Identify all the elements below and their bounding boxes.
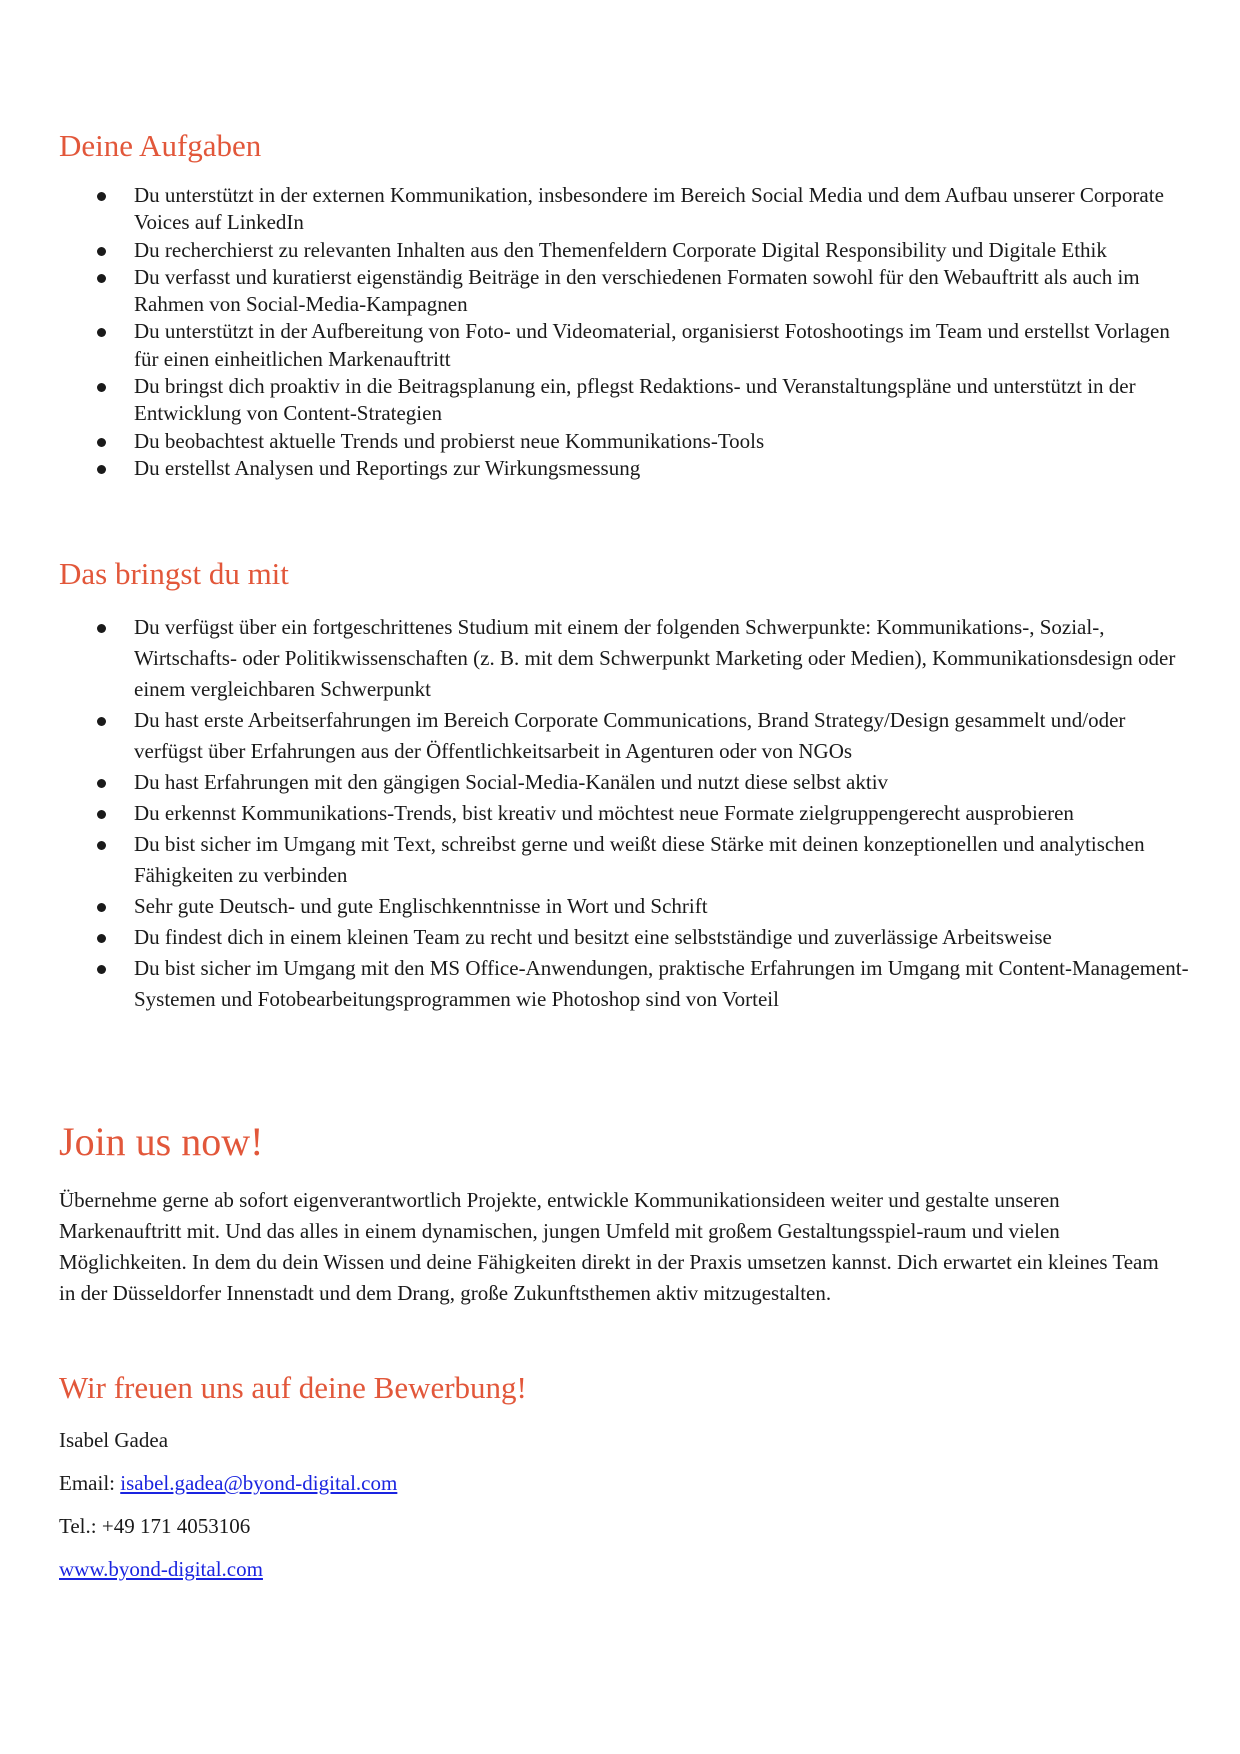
list-item: Du recherchierst zu relevanten Inhalten aus den Themenfeldern Corporate Digital Responsibility und Digitale Ethik [59,237,1189,264]
bullet-icon [97,328,106,337]
email-label: Email: [59,1471,121,1495]
bringst-list [59,612,1189,1015]
list-item: Du verfasst und kuratierst eigenständig Beiträge in den verschiedenen Formaten sowohl für den Webauftritt als auch im Rahmen von Social-Media-Kampagnen [59,264,1189,319]
website-link[interactable]: www.byond-digital.com [59,1557,263,1581]
contact-name: Isabel Gadea [59,1428,169,1452]
contact-email-line [59,1471,397,1496]
section-title-bringst: Das bringst du mit [59,556,289,591]
contact-website-line [59,1557,263,1582]
list-item: Sehr gute Deutsch- und gute Englischkenntnisse in Wort und Schrift [59,891,1189,922]
section-title-aufgaben: Deine Aufgaben [59,128,262,163]
list-item: Du hast Erfahrungen mit den gängigen Social-Media-Kanälen und nutzt diese selbst aktiv [59,767,1189,798]
list-item: Du beobachtest aktuelle Trends und probierst neue Kommunikations-Tools [59,428,1189,455]
list-item: Du bist sicher im Umgang mit Text, schreibst gerne und weißt diese Stärke mit deinen konzeptionellen und analytischen Fähigkeiten zu verbinden [59,829,1189,891]
bullet-icon [97,965,106,974]
list-item: Du bringst dich proaktiv in die Beitragsplanung ein, pflegst Redaktions- und Veranstaltungspläne und unterstützt in der Entwicklung von Content-Strategien [59,373,1189,428]
list-item: Du verfügst über ein fortgeschrittenes Studium mit einem der folgenden Schwerpunkte: Kommunikations-, Sozial-, Wirtschafts- oder Politikwissenschaften (z. B. mit dem Schwerpunkt Marketing oder Medien), Kommunikationsdesign oder einem vergleichbaren Schwerpunkt [59,612,1189,705]
join-paragraph: Übernehme gerne ab sofort eigenverantwortlich Projekte, entwickle Kommunikationsideen weiter und gestalte unseren Markenauftritt mit. Und das alles in einem dynamischen, jungen Umfeld mit großem Gestaltungsspiel-raum und vielen Möglichkeiten. In dem du dein Wissen und deine Fähigkeiten direkt in der Praxis umsetzen kannst. Dich erwartet ein kleines Team in der Düsseldorfer Innenstadt und dem Drang, große Zukunftsthemen aktiv mitzugestalten. [59,1188,1159,1305]
bullet-icon [97,247,106,256]
list-item: Du unterstützt in der Aufbereitung von Foto- und Videomaterial, organisierst Fotoshootings im Team und erstellst Vorlagen für einen einheitlichen Markenauftritt [59,318,1189,373]
bullet-icon [97,841,106,850]
bullet-icon [97,903,106,912]
list-item: Du bist sicher im Umgang mit den MS Office-Anwendungen, praktische Erfahrungen im Umgang mit Content-Management-Systemen und Fotobearbeitungsprogrammen wie Photoshop sind von Vorteil [59,953,1189,1015]
section-title-join: Join us now! [59,1119,264,1164]
bullet-icon [97,624,106,633]
list-item: Du unterstützt in der externen Kommunikation, insbesondere im Bereich Social Media und dem Aufbau unserer Corporate Voices auf LinkedIn [59,182,1189,237]
list-item: Du erstellst Analysen und Reportings zur Wirkungsmessung [59,455,1189,482]
bullet-icon [97,779,106,788]
list-item: Du hast erste Arbeitserfahrungen im Bereich Corporate Communications, Brand Strategy/Design gesammelt und/oder verfügst über Erfahrungen aus der Öffentlichkeitsarbeit in Agenturen oder von NGOs [59,705,1189,767]
email-link[interactable]: isabel.gadea@byond-digital.com [120,1471,398,1495]
contact-phone: Tel.: +49 171 4053106 [59,1514,251,1538]
bullet-icon [97,934,106,943]
list-item: Du erkennst Kommunikations-Trends, bist kreativ und möchtest neue Formate zielgruppengerecht ausprobieren [59,798,1189,829]
aufgaben-list [59,182,1189,482]
section-title-contact: Wir freuen uns auf deine Bewerbung! [59,1370,527,1405]
bullet-icon [97,810,106,819]
bullet-icon [97,274,106,283]
list-item: Du findest dich in einem kleinen Team zu recht und besitzt eine selbstständige und zuverlässige Arbeitsweise [59,922,1189,953]
bullet-icon [97,438,106,447]
bullet-icon [97,465,106,474]
bullet-icon [97,192,106,201]
bullet-icon [97,383,106,392]
bullet-icon [97,717,106,726]
